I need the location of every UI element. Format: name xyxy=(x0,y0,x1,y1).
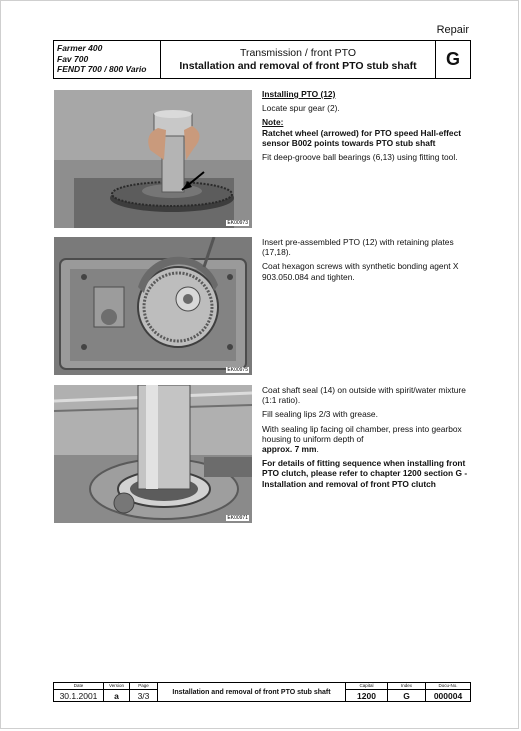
step-installing-pto xyxy=(262,89,472,166)
step-heading: Installing PTO (12) xyxy=(262,89,336,99)
footer-value: 30.1.2001 xyxy=(59,691,98,701)
photo-code: EK00971 xyxy=(227,515,248,521)
cross-reference-note: For details of fitting sequence when installing front PTO clutch, please refer to chapter 1200 section G - Installation and removal of front PTO clutch xyxy=(262,458,468,489)
footer-label: Docu-No. xyxy=(426,683,470,690)
step-text: Coat hexagon screws with synthetic bonding agent X 903.050.084 and tighten. xyxy=(262,261,459,282)
footer-value: 3/3 xyxy=(137,691,150,701)
footer-label: Version xyxy=(104,683,129,690)
step-text: Locate spur gear (2). xyxy=(262,103,340,114)
footer-index xyxy=(388,683,426,701)
step-text: Coat shaft seal (14) on outside with spirit/water mixture (1:1 ratio). xyxy=(262,385,466,406)
depth-value: approx. 7 mm xyxy=(262,444,317,455)
footer-value: 1200 xyxy=(357,691,376,701)
photo-code: EK00975 xyxy=(227,367,248,373)
document-header xyxy=(53,40,471,79)
model-name: FENDT 700 / 800 Vario xyxy=(57,64,147,74)
step-text xyxy=(262,424,472,455)
step-insert-pto xyxy=(262,237,472,286)
step-text: Fit deep-groove ball bearings (6,13) using fitting tool. xyxy=(262,152,458,163)
footer-page xyxy=(130,683,158,701)
footer-capital xyxy=(346,683,388,701)
gear-shaft-illustration xyxy=(54,90,252,228)
document-footer xyxy=(53,682,471,702)
photo-pto-inserted xyxy=(54,237,252,375)
step-text: Insert pre-assembled PTO (12) with retaining plates (17,18). xyxy=(262,237,454,258)
step-text-part: . xyxy=(316,444,319,455)
footer-value: G xyxy=(403,691,410,701)
footer-label: Index xyxy=(388,683,425,690)
footer-value: a xyxy=(114,691,119,701)
photo-shaft-seal xyxy=(54,385,252,523)
footer-docu xyxy=(426,683,470,701)
photo-installing-pto xyxy=(54,90,252,228)
footer-label: Date xyxy=(54,683,103,690)
footer-title: Installation and removal of front PTO stub shaft xyxy=(158,683,346,701)
note-text: Ratchet wheel (arrowed) for PTO speed Hall-effect sensor B002 points towards PTO stub shaft xyxy=(262,127,462,148)
step-shaft-seal xyxy=(262,385,472,493)
shaft-seal-illustration xyxy=(54,385,252,523)
model-name: Fav 700 xyxy=(57,53,89,64)
footer-label: Page xyxy=(130,683,157,690)
header-titles xyxy=(161,41,436,78)
model-list xyxy=(54,41,161,78)
chapter-title: Transmission / front PTO xyxy=(239,47,357,59)
gearbox-housing-illustration xyxy=(54,237,252,375)
step-text: Fill sealing lips 2/3 with grease. xyxy=(262,409,378,420)
photo-code: EK00973 xyxy=(227,220,248,226)
footer-label: Capital xyxy=(346,683,387,690)
footer-date xyxy=(54,683,104,701)
footer-value: 000004 xyxy=(433,691,463,701)
section-label: Repair xyxy=(436,24,469,36)
footer-version xyxy=(104,683,130,701)
model-name: Farmer 400 xyxy=(57,43,103,53)
note-label: Note: xyxy=(262,117,284,128)
section-letter: G xyxy=(445,49,460,69)
page-title: Installation and removal of front PTO stub shaft xyxy=(179,60,417,72)
step-text-part: With sealing lip facing oil chamber, press into gearbox housing to uniform depth of xyxy=(262,423,462,444)
